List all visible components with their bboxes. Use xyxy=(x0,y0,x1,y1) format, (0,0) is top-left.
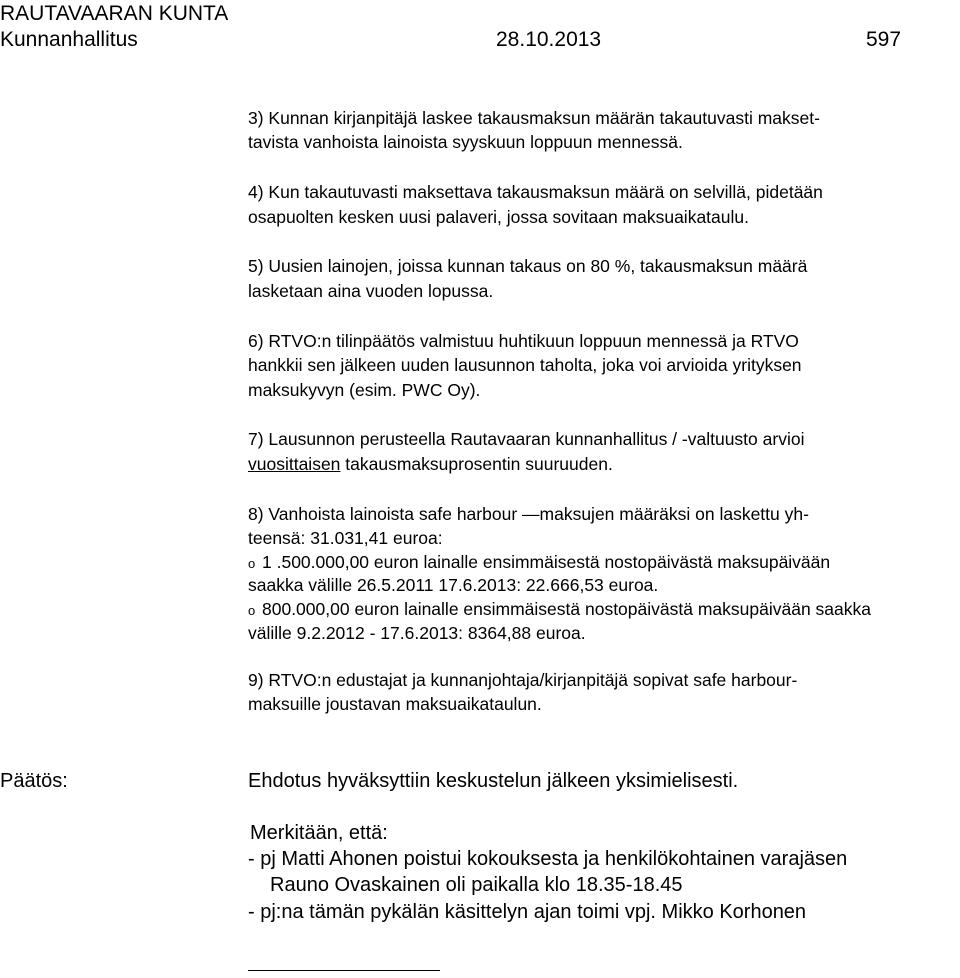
item-4-line-2: osapuolten kesken uusi palaveri, jossa sovitaan maksuaikataulu. xyxy=(248,207,749,227)
item-7-line-2-rest: takausmaksuprosentin suuruuden. xyxy=(340,454,613,474)
item-8-bullet-2-line-1 xyxy=(248,597,871,623)
meeting-date: 28.10.2013 xyxy=(496,28,602,51)
note-1-line-1: - pj Matti Ahonen poistui kokouksesta ja henkilökohtainen varajäsen xyxy=(248,848,848,870)
bullet-marker: o xyxy=(248,556,256,571)
decision-text: Ehdotus hyväksyttiin keskustelun jälkeen yksimielisesti. xyxy=(248,770,739,792)
note-1-line-2: Rauno Ovaskainen oli paikalla klo 18.35-18.45 xyxy=(270,874,683,896)
item-3-line-2: tavista vanhoista lainoista syyskuun loppuun mennessä. xyxy=(248,132,683,152)
item-9-line-2: maksuille joustavan maksuaikataulun. xyxy=(248,694,542,714)
signature-line xyxy=(248,970,440,971)
item-5-line-1: 5) Uusien lainojen, joissa kunnan takaus on 80 %, takausmaksun määrä xyxy=(248,256,808,276)
note-2: - pj:na tämän pykälän käsittelyn ajan toimi vpj. Mikko Korhonen xyxy=(248,901,807,923)
item-9-line-1: 9) RTVO:n edustajat ja kunnanjohtaja/kirjanpitäjä sopivat safe harbour- xyxy=(248,670,798,690)
item-7-line-2 xyxy=(248,452,613,476)
item-3-line-1: 3) Kunnan kirjanpitäjä laskee takausmaksun määrän takautuvasti makset- xyxy=(248,108,820,128)
organization-name: RAUTAVAARAN KUNTA xyxy=(0,2,229,25)
bullet-marker: o xyxy=(248,603,256,618)
underlined-word: vuosittaisen xyxy=(248,454,341,474)
item-8-bullet-1-line-2: saakka välille 26.5.2011 17.6.2013: 22.666,53 euroa. xyxy=(248,575,659,595)
item-8-bullet-2-line-2: välille 9.2.2012 - 17.6.2013: 8364,88 euroa. xyxy=(248,623,586,643)
page-number: 597 xyxy=(866,28,902,51)
meeting-body: Kunnanhallitus xyxy=(0,28,138,51)
bullet-1-text: 1 .500.000,00 euron lainalle ensimmäisestä nostopäivästä maksupäivään xyxy=(262,552,831,572)
item-6-line-3: maksukyvyn (esim. PWC Oy). xyxy=(248,380,481,400)
bullet-2-text: 800.000,00 euron lainalle ensimmäisestä nostopäivästä maksupäivään saakka xyxy=(262,599,871,619)
item-6-line-2: hankkii sen jälkeen uuden lausunnon taholta, joka voi arvioida yrityksen xyxy=(248,355,802,375)
decision-label: Päätös: xyxy=(0,770,68,792)
item-5-line-2: lasketaan aina vuoden lopussa. xyxy=(248,281,494,301)
item-6-line-1: 6) RTVO:n tilinpäätös valmistuu huhtikuun loppuun mennessä ja RTVO xyxy=(248,331,799,351)
note-heading: Merkitään, että: xyxy=(250,822,388,844)
item-4-line-1: 4) Kun takautuvasti maksettava takausmaksun määrä on selvillä, pidetään xyxy=(248,182,823,202)
item-7-line-1: 7) Lausunnon perusteella Rautavaaran kunnanhallitus / -valtuusto arvioi xyxy=(248,429,805,449)
item-8-line-1: 8) Vanhoista lainoista safe harbour —maksujen määräksi on laskettu yh- xyxy=(248,504,809,524)
item-8-line-2: teensä: 31.031,41 euroa: xyxy=(248,528,443,548)
